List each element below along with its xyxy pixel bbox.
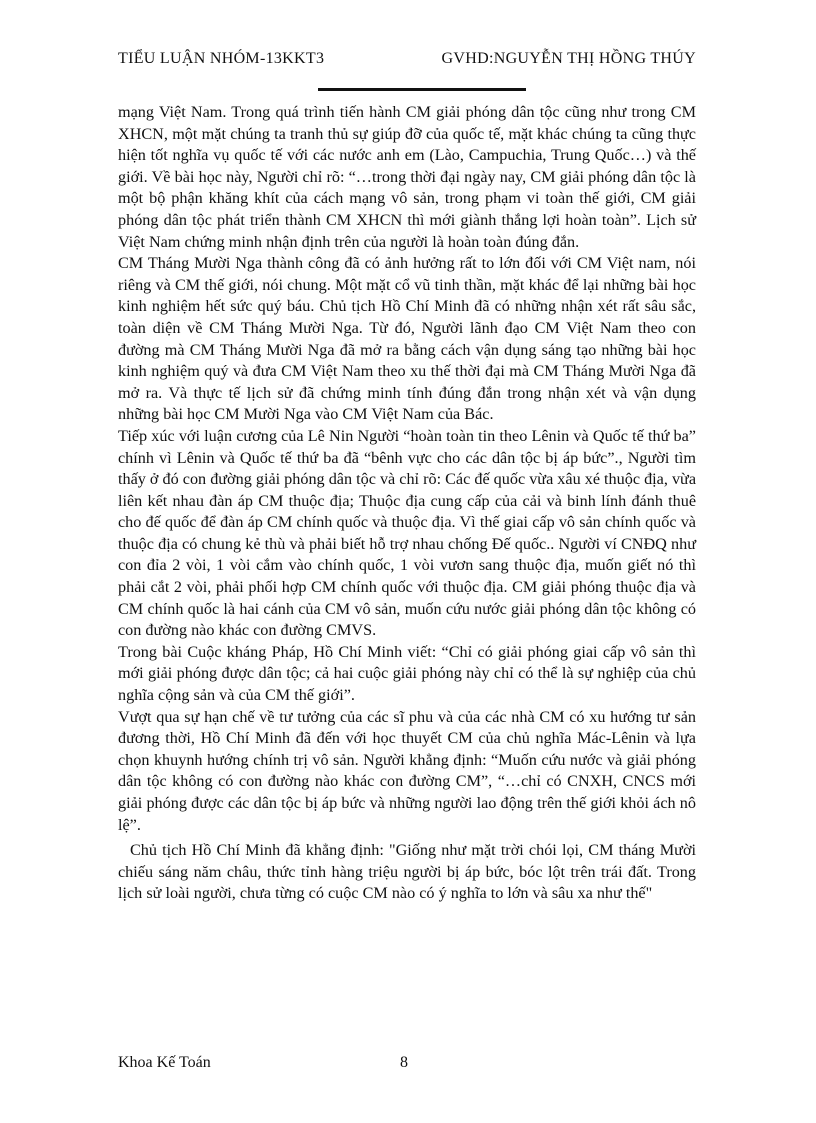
- paragraph: Vượt qua sự hạn chế về tư tưởng của các sĩ phu và của các nhà CM có xu hướng tư sản đương thời, Hồ Chí Minh đã đến với học thuyết CM của chủ nghĩa Mác-Lênin và lựa chọn khuynh hướng chính trị vô sản. Người khẳng định: “Muốn cứu nước và giải phóng dân tộc không có con đường nào khác con đường CM”, “…chỉ có CNXH, CNCS mới giải phóng được các dân tộc bị áp bức và những người lao động trên thế giới khỏi ách nô lệ”.: [118, 707, 696, 834]
- paragraph: Tiếp xúc với luận cương của Lê Nin Người “hoàn toàn tin theo Lênin và Quốc tế thứ ba” chính vì Lênin và Quốc tế thứ ba đã “bênh vực cho các dân tộc bị áp bức”., Người tìm thấy ở đó con đường giải phóng dân tộc và chỉ rõ: Các đế quốc vừa xâu xé thuộc địa, vừa liên kết nhau đàn áp CM thuộc địa; Thuộc địa cung cấp của cải và binh lính đánh thuê cho đế quốc để đàn áp CM chính quốc và thuộc địa. Vì thế giai cấp vô sản chính quốc và thuộc địa có chung kẻ thù và phải biết hỗ trợ nhau chống Đế quốc.. Người ví CNĐQ như con đỉa 2 vòi, 1 vòi cắm vào chính quốc, 1 vòi vươn sang thuộc địa, muốn giết nó thì phải cắt 2 vòi, phải phối hợp CM chính quốc với thuộc địa. CM giải phóng thuộc địa và CM chính quốc là hai cánh của CM vô sản, muốn cứu nước giải phóng dân tộc không có con đường nào khác con đường CMVS.: [118, 426, 696, 640]
- paragraph: mạng Việt Nam. Trong quá trình tiến hành CM giải phóng dân tộc cũng như trong CM XHCN, một mặt chúng ta tranh thủ sự giúp đỡ của quốc tế, mặt khác chúng ta cũng thực hiện tốt nghĩa vụ quốc tế với các nước anh em (Lào, Campuchia, Trung Quốc…) và thế giới. Về bài học này, Người chỉ rõ: “…trong thời đại ngày nay, CM giải phóng dân tộc là một bộ phận khăng khít của cách mạng vô sản, trong phạm vi toàn thế giới, CM giải phóng dân tộc phát triển thành CM XHCN thì mới giành thắng lợi hoàn toàn”. Lịch sử Việt Nam chứng minh nhận định trên của người là hoàn toàn đúng đắn.: [118, 103, 696, 251]
- paragraph: Trong bài Cuộc kháng Pháp, Hồ Chí Minh viết: “Chỉ có giải phóng giai cấp vô sản thì mới giải phóng được dân tộc; cả hai cuộc giải phóng này chỉ có thể là sự nghiệp của chủ nghĩa cộng sản và của CM thế giới”.: [118, 642, 696, 705]
- body-text: [118, 102, 696, 905]
- paragraph: CM Tháng Mười Nga thành công đã có ảnh hưởng rất to lớn đối với CM Việt nam, nói riêng và CM thế giới, nói chung. Một mặt cổ vũ tinh thần, mặt khác để lại những bài học kinh nghiệm hết sức quý báu. Chủ tịch Hồ Chí Minh đã có những nhận xét rất sâu sắc, toàn diện về CM Tháng Mười Nga. Từ đó, Người lãnh đạo CM Việt Nam theo con đường mà CM Tháng Mười Nga đã mở ra bằng cách vận dụng sáng tạo những bài học kinh nghiệm quý và đưa CM Việt Nam theo xu thế thời đại mà CM Tháng Mười Nga đã mở ra. Và thực tế lịch sử đã chứng minh tính đúng đắn trong nhận xét và vận dụng những bài học CM Mười Nga vào CM Việt Nam của Bác.: [118, 254, 696, 424]
- page-header: [118, 50, 696, 74]
- header-divider: [318, 88, 526, 91]
- paragraph: Chủ tịch Hồ Chí Minh đã khẳng định: "Giống như mặt trời chói lọi, CM tháng Mười chiếu sáng năm châu, thức tỉnh hàng triệu người bị áp bức, bóc lột trên trái đất. Trong lịch sử loài người, chưa từng có cuộc CM nào có ý nghĩa to lớn và sâu xa như thế": [118, 841, 696, 903]
- page-number: 8: [400, 1054, 408, 1071]
- header-left-title: TIỂU LUẬN NHÓM-13KKT3: [118, 50, 325, 67]
- footer-department: Khoa Kế Toán: [118, 1054, 211, 1071]
- header-instructor: GVHD:NGUYỄN THỊ HỒNG THÚY: [441, 50, 696, 67]
